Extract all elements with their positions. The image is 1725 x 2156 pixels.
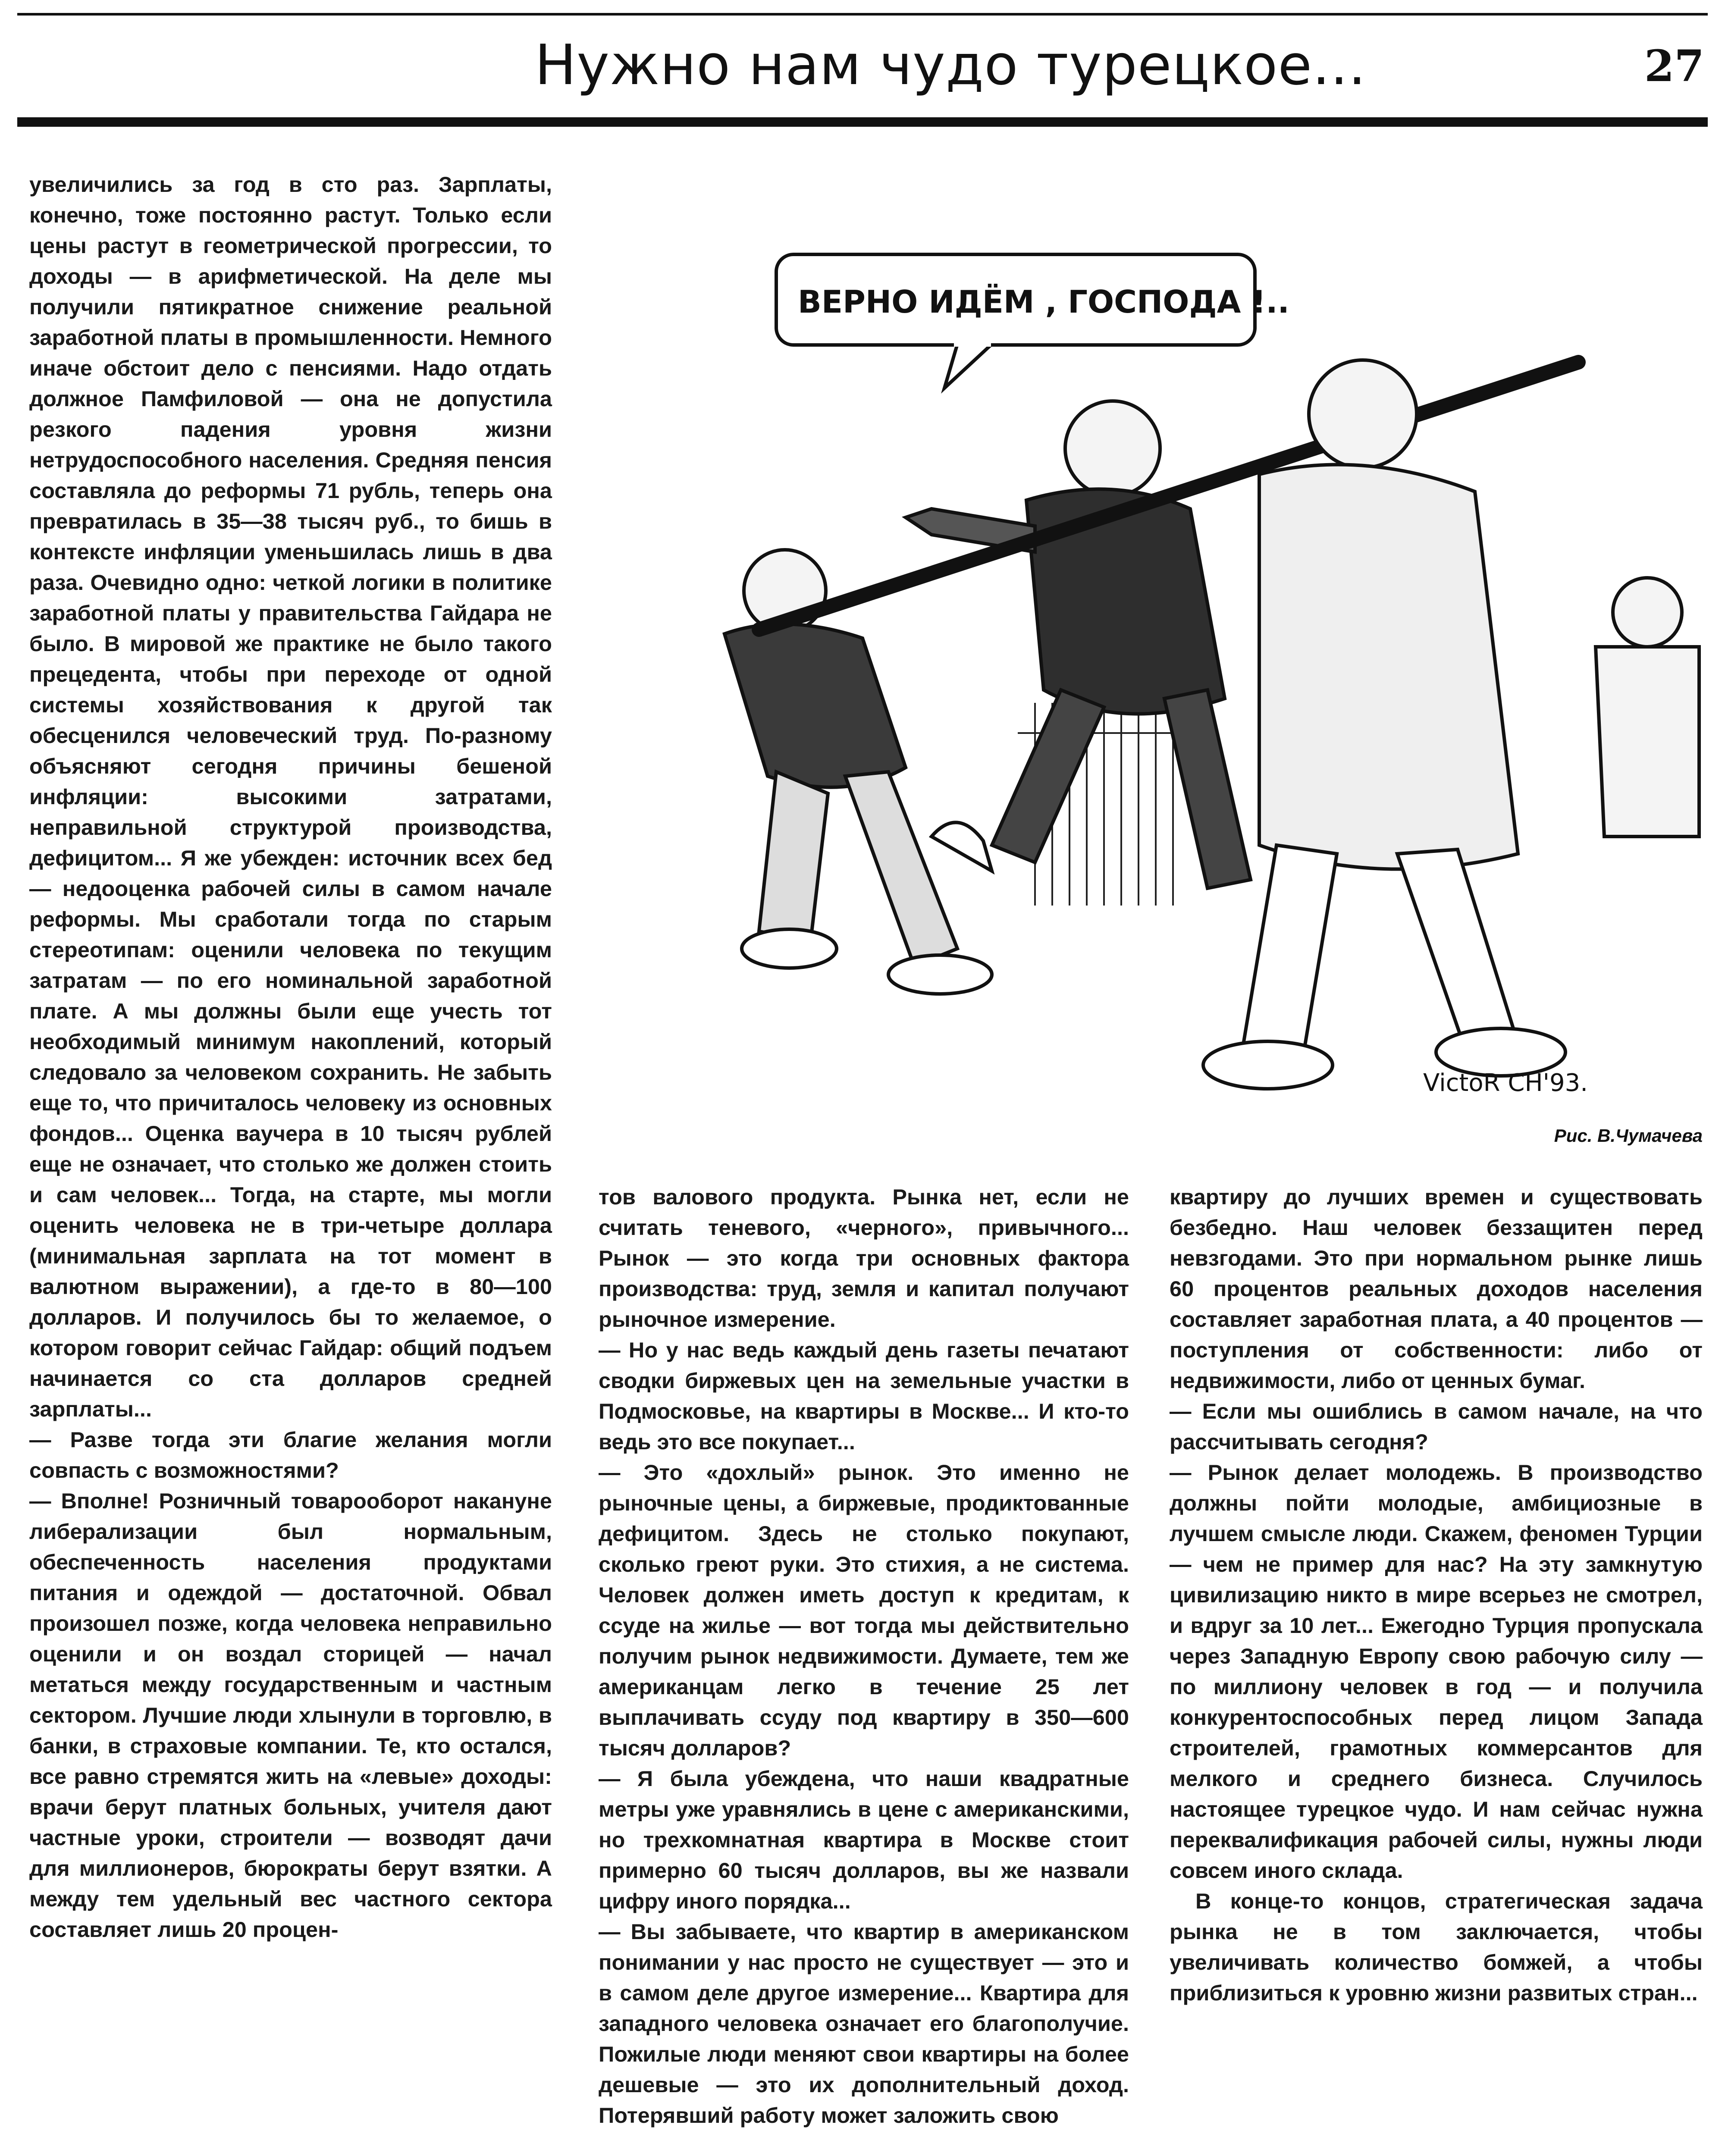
- page-title: Нужно нам чудо турецкое...: [535, 33, 1367, 97]
- speech-bubble-text: ВЕРНО ИДЁМ , ГОСПОДА !..: [798, 284, 1289, 320]
- center-pointing-figure: [906, 401, 1251, 888]
- paragraph: квартиру до лучших времен и существовать безбедно. Наш человек беззащитен перед невзгодами. Это при нормальном рынке лишь 60 процентов реальных доходов населения составляет заработная плата, а 40 процентов — поступления от собственности: либо от недвижимости, либо от ценных бумаг.: [1170, 1185, 1703, 1393]
- paragraph: В конце-то концов, стратегическая задача рынка не в том заключается, чтобы увеличивать количество бомжей, а чтобы приблизиться к уровню жизни развитых стран...: [1170, 1889, 1703, 2005]
- paragraph: увеличились за год в сто раз. Зарплаты, конечно, тоже постоянно растут. Только если цены растут в геометрической прогрессии, то доходы — в арифметической. На деле мы получили пятикратное снижение реальной заработной платы в промышленности. Немного иначе обстоит дело с пенсиями. Надо отдать должное Памфиловой — она не допустила резкого падения уровня жизни нетрудоспособного населения. Средняя пенсия составляла до реформы 71 рубль, теперь она превратилась в 35—38 тысяч руб., то бишь в контексте инфляции уменьшилась лишь в два раза. Очевидно одно: четкой логики в политике заработной платы у правительства Гайдара не было. В мировой же практике не было такого прецедента, чтобы при переходе от одной системы хозяйствования к другой так обесценился человеческий труд. По-разному объясняют сегодня причины бешеной инфляции: высокими затратами, неправильной структурой производства, дефицитом... Я же убежден: источник всех бед — недооценка рабочей силы в самом начале реформы. Мы сработали тогда по старым стереотипам: оценили человека по текущим затратам — по его номинальной заработной плате. А мы должны были еще учесть тот необходимый минимум накоплений, который следовало за человеком сохранить. Не забыть еще то, что причиталось человеку из основных фондов... Оценка ваучера в 10 тысяч рублей еще не означает, что столько же должен стоить и сам человек... Тогда, на старте, мы могли оценить человека не в три-четыре доллара (минимальная зарплата на тот момент в валютном выражении), а где-то в 80—100 долларов. И получилось бы то желаемое, о котором говорит сейчас Гайдар: общий подъем начинается со ста долларов средней зарплаты...: [29, 172, 552, 1421]
- interview-question: — Разве тогда эти благие желания могли совпасть с возможностями?: [29, 1427, 552, 1482]
- far-right-figure: [1596, 578, 1699, 837]
- article-column-3: [1170, 1181, 1703, 2156]
- interview-question: — Если мы ошиблись в самом начале, на что рассчитывать сегодня?: [1170, 1399, 1703, 1454]
- page-number: 27: [1644, 41, 1704, 91]
- illustration-caption: Рис. В.Чумачева: [1554, 1125, 1703, 1146]
- paragraph: — Рынок делает молодежь. В производство должны пойти молодые, амбициозные в лучшем смысле люди. Скажем, феномен Турции — чем не пример для нас? На эту замкнутую цивилизацию никто в мире всерьез не смотрел, и вдруг за 10 лет... Ежегодно Турция пропускала через Западную Европу свою рабочую силу — по миллиону человек в год — и получила конкурентоспособных перед лицом Запада строителей, грамотных коммерсантов для мелкого и среднего бизнеса. Случилось настоящее турецкое чудо. И нам сейчас нужна переквалификация рабочей силы, нужны люди совсем иного склада.: [1170, 1460, 1703, 1883]
- interview-question: — Я была убеждена, что наши квадратные метры уже уравнялись в цене с американскими, но трехкомнатная квартира в Москве стоит примерно 60 тысяч долларов, вы же назвали цифру иного порядка...: [599, 1766, 1129, 1913]
- paragraph: — Вполне! Розничный товарооборот накануне либерализации был нормальным, обеспеченность населения продуктами питания и одеждой — достаточной. Обвал произошел позже, когда человека неправильно оценили и он воздал сторицей — начал метаться между государственным и частным сектором. Лучшие люди хлынули в торговлю, в банки, в страховые компании. Те, кто остался, все равно стремятся жить на «левые» доходы: врачи берут платных больных, учителя дают частные уроки, строители — возводят дачи для миллионеров, бюрократы берут взятки. А между тем удельный вес частного сектора составляет лишь 20 процен-: [29, 1489, 552, 1942]
- paragraph: — Вы забываете, что квартир в американском понимании у нас просто не существует — это и в самом деле другое измерение... Квартира для западного человека означает его благополучие. Пожилые люди меняют свои квартиры на более дешевые — это их дополнительный доход. Потерявший работу может заложить свою: [599, 1919, 1129, 2128]
- header-top-rule: [17, 13, 1708, 16]
- header-bottom-rule: [17, 117, 1708, 127]
- interview-question: — Но у нас ведь каждый день газеты печатают сводки биржевых цен на земельные участки в Подмосковье, на квартиры в Москве... И кто-то ведь это все покупает...: [599, 1338, 1129, 1454]
- artist-signature: VictoR CH'93.: [1423, 1069, 1588, 1097]
- paragraph: — Это «дохлый» рынок. Это именно не рыночные цены, а биржевые, продиктованные дефицитом. Здесь не столько покупают, сколько греют руки. Это стихия, а не система. Человек должен иметь доступ к кредитам, к ссуде на жилье — вот тогда мы действительно получим рынок недвижимости. Думаете, тем же американцам легко в течение 25 лет выплачивать ссуду под квартиру в 350—600 тысяч долларов?: [599, 1460, 1129, 1760]
- cartoon-illustration: [604, 233, 1703, 1112]
- left-carrier-figure: [724, 550, 992, 994]
- paragraph: тов валового продукта. Рынка нет, если не считать теневого, «черного», привычного... Рынок — это когда три основных фактора производства: труд, земля и капитал получают рыночное измерение.: [599, 1185, 1129, 1332]
- article-column-2: [599, 1181, 1129, 2156]
- article-column-1: [29, 169, 552, 2156]
